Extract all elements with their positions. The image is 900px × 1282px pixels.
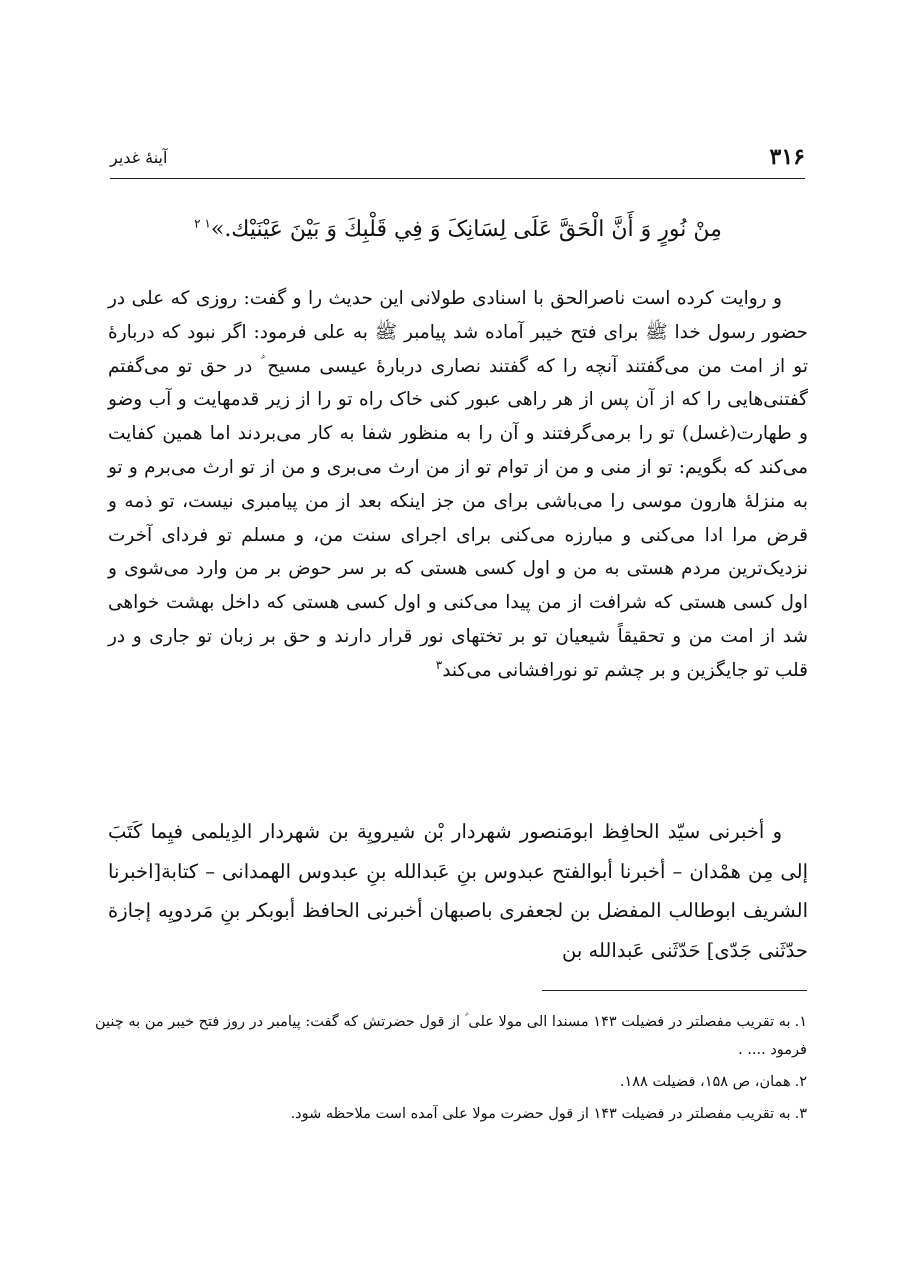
quote-closing-mark: » xyxy=(210,217,225,242)
footnote-1 xyxy=(95,1008,807,1064)
footnotes xyxy=(95,1008,807,1132)
arabic-paragraph xyxy=(108,812,808,970)
footnote-divider xyxy=(542,990,807,991)
page-header xyxy=(110,142,805,179)
footnote-text: به تقریب مفصلتر در فضیلت ۱۴۳ از قول حضرت مولا علی آمده است ملاحظه شود. xyxy=(290,1106,791,1122)
footnote-number: ۲. xyxy=(794,1074,807,1090)
running-title: آینهٔ غدیر xyxy=(110,148,168,167)
footnote-number: ۳. xyxy=(794,1106,807,1122)
footnote-text: همان، ص ۱۵۸، فضیلت ۱۸۸. xyxy=(619,1074,791,1090)
arabic-quote-line xyxy=(108,210,808,250)
quote-text: مِنْ نُورٍ وَ أَنَّ الْحَقَّ عَلَى لِسَانِکَ وَ فِي قَلْبِكَ وَ بَيْنَ عَيْنَيْك. xyxy=(224,217,722,242)
page-number: ۳۱۶ xyxy=(769,144,805,170)
footnote-3 xyxy=(95,1100,807,1128)
footnote-number: ۱. xyxy=(794,1014,807,1030)
footnote-2 xyxy=(95,1068,807,1096)
persian-paragraph-text: و روایت کرده است ناصرالحق با اسنادی طولانی این حدیث را و گفت: روزی که علی در حضور رسول خدا ﷺ برای فتح خیبر آماده شد پیامبر ﷺ به علی فرمود: اگر نبود که دربارهٔ تو از امت من می‌گفتند آنچه را که گفتند نصاری دربارهٔ عیسی مسیح ؑ در حق تو می‌گفتم گفتنی‌هایی را که از آن پس از هر راهی عبور کنی خاک راه تو را از زیر قدمهایت و آب وضو و طهارت(غسل) تو را برمی‌گرفتند و آن را به منظور شفا به کار می‌بردند اما همین کفایت می‌کند که بگویم: تو از منی و من از توام تو از من ارث می‌بری و من از تو ارث می‌برم و تو به منزلهٔ هارون موسی را می‌باشی برای من جز اینکه بعد از من پیامبری نیست، تو ذمه و قرض مرا ادا می‌کنی و مبارزه می‌کنی برای اجرای سنت من، و مسلم تو فردای آخرت نزدیک‌ترین مردم هستی به من و اول کسی هستی که بر سر حوض بر من وارد می‌شوی و اول کسی هستی که شرافت از من پیدا می‌کنی و اول کسی هستی که داخل بهشت خواهی شد از امت من و تحقیقاً شیعیان تو بر تختهای نور قرار دارند و حق بر زبان تو جاری و در قلب تو جایگزین و بر چشم تو نورافشانی می‌کند xyxy=(108,288,808,681)
arabic-paragraph-text: و أخبرنی سیّد الحافِظ ابومَنصور شهردار بْن شیرویِة بن شهردار الدِیلمی فیِما کَتَبَ إلی مِن همْدان – أخبرنا أبوالفتح عبدوس بنِ عَبدالله بنِ عبدوس الهمدانی – کتابة[اخبرنا الشریف ابوطالب المفضل بن لجعفری باصبهان أخبرنی الحافظ أبوبکر بنِ مَردویِه إجازة حدّثَنی جَدّی] حَدّثَنی عَبدالله بن xyxy=(108,820,808,962)
persian-footnote-ref: ۳ xyxy=(435,657,443,672)
quote-footnote-refs: ۱ ۲ xyxy=(194,216,211,231)
footnote-text: به تقریب مفصلتر در فضیلت ۱۴۳ مسندا الی مولا علی ؑ از قول حضرتش که گفت: پیامبر در روز فتح خیبر من به چنین فرمود .... . xyxy=(95,1014,807,1058)
persian-paragraph xyxy=(108,282,808,688)
